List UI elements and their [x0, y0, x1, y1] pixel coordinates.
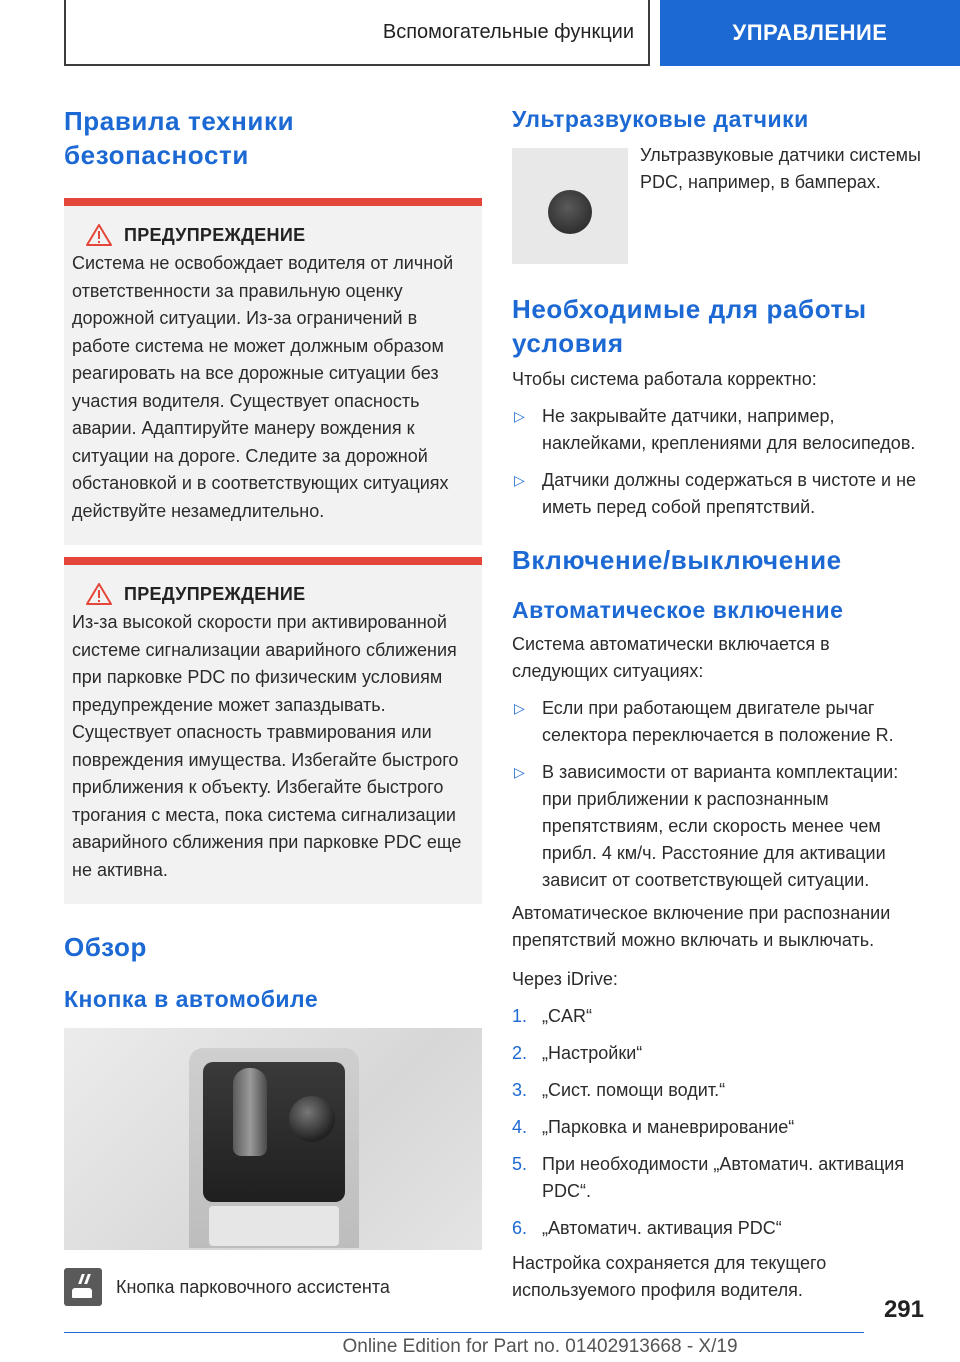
bullet-triangle-icon: ▷	[514, 408, 525, 424]
parking-assistant-icon	[64, 1268, 102, 1306]
onoff-heading: Включение/выключение	[512, 545, 842, 575]
button-pad	[209, 1206, 339, 1246]
warning-triangle-icon	[86, 583, 112, 605]
sensors-block	[512, 145, 924, 264]
auto-subheading: Автоматическое включение	[512, 597, 844, 623]
page-header	[0, 0, 960, 66]
section-title: Вспомогательные функции	[64, 0, 650, 66]
idrive-controller	[289, 1096, 335, 1142]
bullet-triangle-icon: ▷	[514, 472, 525, 488]
console-shape	[189, 1048, 359, 1248]
list-item: 3. „Сист. помощи водит.“	[512, 1080, 726, 1100]
left-column	[64, 100, 482, 1306]
sensors-heading: Ультразвуковые датчики	[512, 106, 809, 132]
saved-note: Настройка сохраняется для текущего используемого профиля водителя.	[512, 1253, 827, 1300]
warning-text: Из-за высокой скорости при активированной системе сигнализации аварийного сближения при парковке PDC по физическим условиям предупреждение может запаздывать. Существует опасность травмирования или повреждения имущества. Избегайте быстрого приближения к объекту. Избегайте быстрого трогания с места, пока система сигнализации аварийного сближения при парковке PDC еще не активна.	[72, 612, 462, 880]
footer-divider	[64, 1332, 864, 1333]
sensor-photo	[512, 148, 628, 264]
list-item: ▷ Если при работающем двигателе рычаг селектора переключается в положение R.	[512, 695, 924, 749]
overview-heading: Обзор	[64, 932, 147, 962]
warning-triangle-icon	[86, 224, 112, 246]
warning-text: Система не освобождает водителя от личной ответственности за правильную оценку дорожной ситуации. Из-за ограничений в работе система не может должным образом реагировать на все дорожные ситуации без участия водителя. Существует опасность аварии. Адаптируйте манеру вождения к ситуации на дороге. Следите за дорожной обстановкой и в соответствующих ситуациях действуйте незамедлительно.	[72, 253, 454, 521]
auto-list	[512, 695, 924, 894]
console-panel	[203, 1062, 345, 1202]
ultrasonic-sensor-icon	[548, 190, 592, 234]
list-item: 2. „Настройки“	[512, 1043, 643, 1063]
list-item: 6. „Автоматич. активация PDC“	[512, 1218, 782, 1238]
list-item: ▷ Датчики должны содержаться в чистоте и не иметь перед собой препятствий.	[512, 467, 924, 521]
list-item: 1. „CAR“	[512, 1006, 592, 1026]
warning-header	[72, 583, 474, 605]
list-item: ▷ Не закрывайте датчики, например, наклейками, креплениями для велосипедов.	[512, 403, 924, 457]
list-item: 5. При необходимости „Автоматич. активация PDC“.	[512, 1154, 905, 1201]
gear-selector	[233, 1068, 267, 1156]
bullet-triangle-icon: ▷	[514, 700, 525, 716]
conditions-intro: Чтобы система работала корректно:	[512, 369, 817, 389]
warning-label: ПРЕДУПРЕЖДЕНИЕ	[124, 224, 306, 245]
right-column	[512, 100, 924, 1304]
chapter-tab[interactable]: УПРАВЛЕНИЕ	[660, 0, 960, 66]
via-idrive: Через iDrive:	[512, 969, 618, 989]
warning-box-1	[64, 198, 482, 545]
button-caption	[64, 1268, 482, 1306]
auto-intro: Система автоматически включается в следующих ситуациях:	[512, 634, 830, 681]
safety-heading: Правила техники безопасности	[64, 106, 295, 170]
button-subheading: Кнопка в автомобиле	[64, 986, 319, 1012]
conditions-list	[512, 403, 924, 521]
steps-list	[512, 1003, 924, 1242]
warning-header	[72, 224, 474, 246]
warning-box-2	[64, 557, 482, 904]
warning-label: ПРЕДУПРЕЖДЕНИЕ	[124, 583, 306, 604]
sensors-text: Ультразвуковые датчики системы PDC, например, в бамперах.	[640, 145, 921, 192]
footer-edition: Online Edition for Part no. 01402913668 - X/19	[342, 1336, 738, 1357]
center-console-photo	[64, 1028, 482, 1250]
caption-text: Кнопка парковочного ассистента	[116, 1276, 390, 1297]
conditions-heading: Необходимые для работы условия	[512, 294, 867, 358]
list-item: ▷ В зависимости от варианта комплектации: при приближении к распознанным препятствиям, если скорость менее чем прибл. 4 км/ч. Расстояние для активации зависит от соответствующей ситуации.	[512, 759, 924, 894]
auto-note: Автоматическое включение при распознании препятствий можно включать и выключать.	[512, 903, 891, 950]
bullet-triangle-icon: ▷	[514, 764, 525, 780]
page-number: 291	[883, 1296, 924, 1323]
list-item: 4. „Парковка и маневрирование“	[512, 1117, 795, 1137]
